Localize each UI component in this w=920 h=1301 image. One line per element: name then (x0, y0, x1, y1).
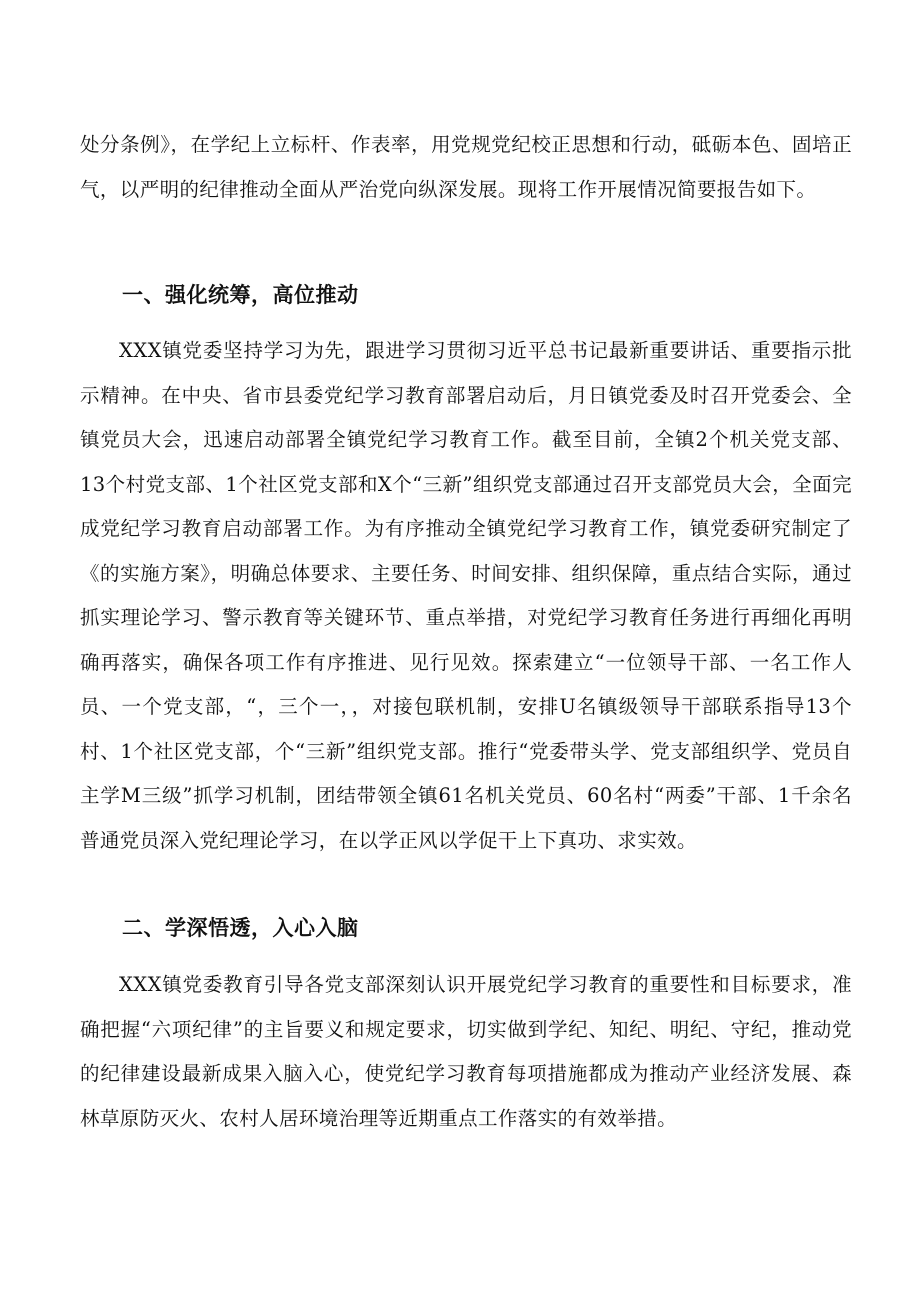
section-1-body: XXX镇党委坚持学习为先，跟进学习贯彻习近平总书记最新重要讲话、重要指示批示精神。在中央、省市县委党纪学习教育部署启动后，月日镇党委及时召开党委会、全镇党员大会，迅速启动部署全镇党纪学习教育工作。截至目前，全镇2个机关党支部、13个村党支部、1个社区党支部和X个“三新”组织党支部通过召开支部党员大会，全面完成党纪学习教育启动部署工作。为有序推动全镇党纪学习教育工作，镇党委研究制定了《的实施方案》，明确总体要求、主要任务、时间安排、组织保障，重点结合实际，通过抓实理论学习、警示教育等关键环节、重点举措，对党纪学习教育任务进行再细化再明确再落实，确保各项工作有序推进、见行见效。探索建立“一位领导干部、一名工作人员、一个党支部，“，三个一，，对接包联机制，安排U名镇级领导干部联系指导13个村、1个社区党支部，个“三新”组织党支部。推行“党委带头学、党支部组织学、党员自主学M三级”抓学习机制，团结带领全镇61名机关党员、60名村“两委”干部、1千余名普通党员深入党纪理论学习，在以学正风以学促干上下真功、求实效。 (80, 339, 852, 852)
section-2-body: XXX镇党委教育引导各党支部深刻认识开展党纪学习教育的重要性和目标要求，准确把握“六项纪律”的主旨要义和规定要求，切实做到学纪、知纪、明纪、守纪，推动党的纪律建设最新成果入脑入心，使党纪学习教育每项措施都成为推动产业经济发展、森林草原防灭火、农村人居环境治理等近期重点工作落实的有效举措。 (80, 973, 852, 1130)
section-heading-2: 二、学深悟透，入心入脑 (122, 916, 359, 940)
section-heading-1: 一、强化统筹，高位推动 (122, 283, 359, 307)
intro-paragraph: 处分条例》，在学纪上立标杆、作表率，用党规党纪校正思想和行动，砥砺本色、固培正气，以严明的纪律推动全面从严治党向纵深发展。现将工作开展情况简要报告如下。 (80, 133, 852, 201)
